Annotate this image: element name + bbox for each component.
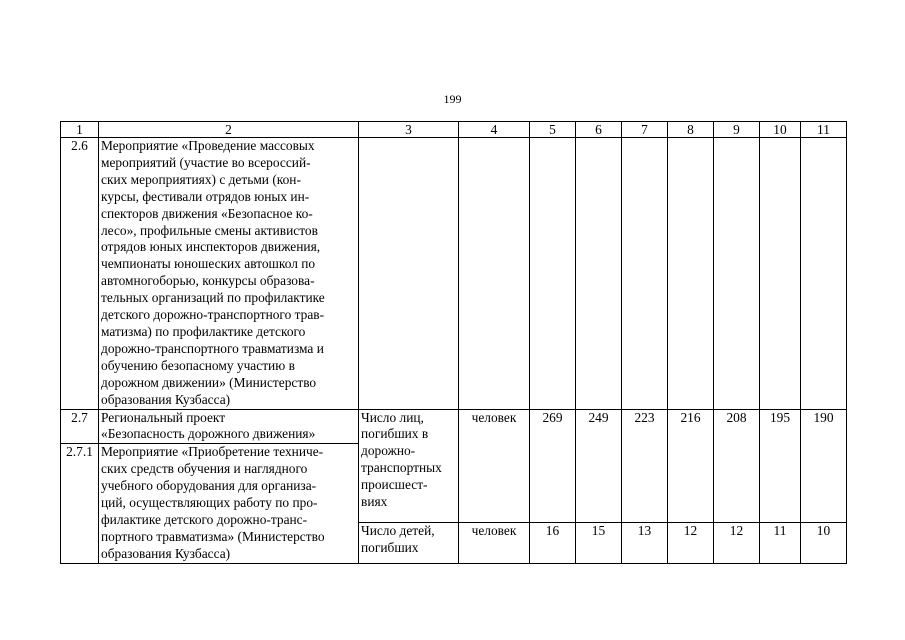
value-cell: 16 bbox=[530, 523, 576, 564]
text-line: погибших bbox=[361, 540, 419, 555]
row-number: 2.7 bbox=[61, 409, 99, 444]
text-line: автомногоборью, конкурсы образова- bbox=[101, 273, 315, 289]
unit-cell: человек bbox=[459, 523, 530, 564]
text-line: Мероприятие «Проведение массовых bbox=[101, 138, 315, 153]
text-line: чемпионаты юношеских автошкол по bbox=[101, 256, 316, 272]
header-cell: 3 bbox=[359, 122, 459, 138]
header-cell: 11 bbox=[801, 122, 847, 138]
indicator-name bbox=[359, 409, 459, 523]
text-line: образования Кузбасса) bbox=[101, 391, 231, 407]
empty-cell bbox=[760, 138, 801, 410]
value-cell: 11 bbox=[760, 523, 801, 564]
text-line: дорожном движении» (Министерство bbox=[101, 374, 317, 390]
text-line: «Безопасность дорожного движения» bbox=[101, 426, 316, 442]
header-cell: 8 bbox=[668, 122, 714, 138]
header-cell: 7 bbox=[622, 122, 668, 138]
value-cell: 208 bbox=[714, 409, 760, 523]
header-cell: 10 bbox=[760, 122, 801, 138]
text-line: лесо», профильные смены активистов bbox=[101, 222, 318, 238]
text-line: дорожно- bbox=[361, 443, 416, 459]
indicator-table bbox=[60, 121, 847, 564]
text-line: транспортных bbox=[361, 460, 442, 476]
value-cell: 249 bbox=[576, 409, 622, 523]
header-row bbox=[61, 122, 847, 138]
value-cell: 12 bbox=[714, 523, 760, 564]
text-line: Число детей, bbox=[361, 523, 435, 539]
value-cell: 10 bbox=[801, 523, 847, 564]
text-line: мероприятий (участие во всероссий- bbox=[101, 154, 311, 170]
table-row bbox=[61, 138, 847, 410]
header-cell: 4 bbox=[459, 122, 530, 138]
text-line: ских средств обучения и наглядного bbox=[101, 461, 308, 477]
row-description bbox=[99, 138, 359, 410]
text-line: детского дорожно-транспортного трав- bbox=[101, 307, 325, 323]
value-cell: 12 bbox=[668, 523, 714, 564]
text-line: ций, осуществляющих работу по про- bbox=[101, 495, 318, 511]
text-line: спекторов движения «Безопасное ко- bbox=[101, 205, 313, 221]
text-line: обучению безопасному участию в bbox=[101, 357, 295, 373]
empty-cell bbox=[530, 138, 576, 410]
empty-cell bbox=[622, 138, 668, 410]
text-line: матизма) по профилактике детского bbox=[101, 323, 306, 339]
value-cell: 269 bbox=[530, 409, 576, 523]
unit-cell: человек bbox=[459, 409, 530, 523]
text-line: учебного оборудования для организа- bbox=[101, 478, 317, 494]
value-cell: 223 bbox=[622, 409, 668, 523]
text-line: Число лиц, bbox=[361, 409, 424, 425]
value-cell: 190 bbox=[801, 409, 847, 523]
value-cell: 216 bbox=[668, 409, 714, 523]
header-cell: 9 bbox=[714, 122, 760, 138]
empty-cell bbox=[668, 138, 714, 410]
text-line: дорожно-транспортного травматизма и bbox=[101, 340, 324, 356]
row-description bbox=[99, 444, 359, 563]
header-cell: 6 bbox=[576, 122, 622, 138]
value-cell: 15 bbox=[576, 523, 622, 564]
text-line: курсы, фестивали отрядов юных ин- bbox=[101, 188, 310, 204]
text-line: Мероприятие «Приобретение техниче- bbox=[101, 444, 324, 460]
row-number: 2.6 bbox=[61, 138, 99, 410]
header-cell: 1 bbox=[61, 122, 99, 138]
indicator-name bbox=[359, 523, 459, 564]
text-line: отрядов юных инспекторов движения, bbox=[101, 239, 321, 255]
value-cell: 13 bbox=[622, 523, 668, 564]
text-line: ских мероприятиях) с детьми (кон- bbox=[101, 171, 301, 187]
text-line: происшест- bbox=[361, 477, 428, 493]
page-number: 199 bbox=[443, 92, 462, 106]
empty-cell bbox=[359, 138, 459, 410]
text-line: погибших в bbox=[361, 426, 429, 442]
value-cell: 195 bbox=[760, 409, 801, 523]
row-number: 2.7.1 bbox=[61, 444, 99, 563]
row-description bbox=[99, 409, 359, 444]
header-cell: 2 bbox=[99, 122, 359, 138]
text-line: тельных организаций по профилактике bbox=[101, 290, 325, 306]
text-line: виях bbox=[361, 494, 388, 510]
text-line: образования Кузбасса) bbox=[101, 545, 231, 561]
header-cell: 5 bbox=[530, 122, 576, 138]
empty-cell bbox=[714, 138, 760, 410]
text-line: Региональный проект bbox=[101, 409, 226, 425]
empty-cell bbox=[459, 138, 530, 410]
table-row bbox=[61, 409, 847, 444]
empty-cell bbox=[801, 138, 847, 410]
text-line: филактике детского дорожно-транс- bbox=[101, 511, 308, 527]
text-line: портного травматизма» (Министерство bbox=[101, 528, 325, 544]
empty-cell bbox=[576, 138, 622, 410]
